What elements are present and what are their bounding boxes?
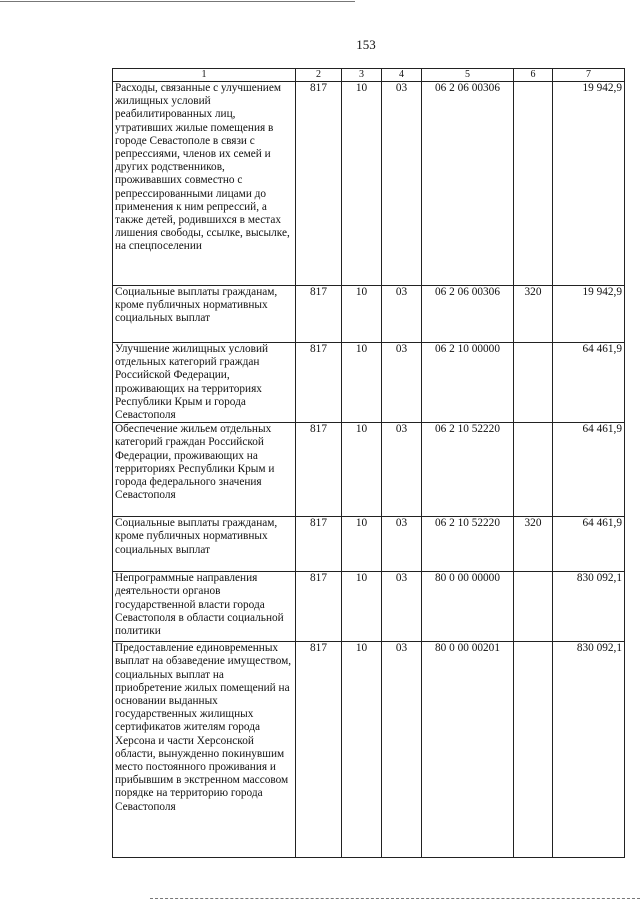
column-header-6: 6	[514, 69, 553, 82]
expense-name: Расходы, связанные с улучшением жилищных условий реабилитированных лиц, утративших жилые помещения в городе Севастополе в связи с репрессиями, членов их семей и других родственников, проживавших совместно с репрессированными лицами до применения к ним репрессий, а также детей, родившихся в местах лишения свободы, ссылке, высылке, на спецпоселении	[113, 82, 296, 286]
target-article-code: 06 2 10 52220	[422, 517, 514, 572]
section-code: 10	[342, 423, 382, 517]
ministry-code: 817	[296, 343, 342, 423]
table-row	[113, 642, 625, 858]
subsection-code: 03	[382, 642, 422, 858]
ministry-code: 817	[296, 517, 342, 572]
column-header-7: 7	[553, 69, 625, 82]
amount: 19 942,9	[553, 286, 625, 343]
subsection-code: 03	[382, 343, 422, 423]
amount: 830 092,1	[553, 572, 625, 642]
expense-type-code	[514, 343, 553, 423]
target-article-code: 80 0 00 00000	[422, 572, 514, 642]
section-code: 10	[342, 343, 382, 423]
page-number: 153	[356, 37, 376, 52]
expense-type-code	[514, 642, 553, 858]
amount: 19 942,9	[553, 82, 625, 286]
target-article-code: 80 0 00 00201	[422, 642, 514, 858]
subsection-code: 03	[382, 82, 422, 286]
expense-name: Социальные выплаты гражданам, кроме публичных нормативных социальных выплат	[113, 286, 296, 343]
expense-name: Предоставление единовременных выплат на обзаведение имуществом, социальных выплат на приобретение жилых помещений на основании выданных государственных жилищных сертификатов жителям города Херсона и части Херсонской области, вынужденно покинувшим место постоянного проживания и прибывшим в экстренном массовом порядке на территорию города Севастополя	[113, 642, 296, 858]
expense-name: Обеспечение жильем отдельных категорий граждан Российской Федерации, проживающих на территориях Республики Крым и города федерального значения Севастополя	[113, 423, 296, 517]
expense-name: Улучшение жилищных условий отдельных категорий граждан Российской Федерации, проживающих на территориях Республики Крым и города Севастополя	[113, 343, 296, 423]
header-row	[113, 69, 625, 82]
ministry-code: 817	[296, 423, 342, 517]
expense-type-code: 320	[514, 286, 553, 343]
table-row	[113, 82, 625, 286]
expense-name: Социальные выплаты гражданам, кроме публичных нормативных социальных выплат	[113, 517, 296, 572]
target-article-code: 06 2 06 00306	[422, 82, 514, 286]
expense-type-code	[514, 572, 553, 642]
subsection-code: 03	[382, 517, 422, 572]
table-row	[113, 286, 625, 343]
amount: 64 461,9	[553, 423, 625, 517]
column-header-3: 3	[342, 69, 382, 82]
target-article-code: 06 2 06 00306	[422, 286, 514, 343]
section-code: 10	[342, 572, 382, 642]
expense-name: Непрограммные направления деятельности органов государственной власти города Севастополя в области социальной политики	[113, 572, 296, 642]
ministry-code: 817	[296, 642, 342, 858]
target-article-code: 06 2 10 52220	[422, 423, 514, 517]
amount: 64 461,9	[553, 517, 625, 572]
ministry-code: 817	[296, 82, 342, 286]
ministry-code: 817	[296, 286, 342, 343]
subsection-code: 03	[382, 572, 422, 642]
section-code: 10	[342, 82, 382, 286]
subsection-code: 03	[382, 423, 422, 517]
amount: 830 092,1	[553, 642, 625, 858]
expense-type-code	[514, 423, 553, 517]
section-code: 10	[342, 286, 382, 343]
section-code: 10	[342, 642, 382, 858]
budget-table	[112, 68, 625, 858]
section-code: 10	[342, 517, 382, 572]
amount: 64 461,9	[553, 343, 625, 423]
column-header-5: 5	[422, 69, 514, 82]
column-header-4: 4	[382, 69, 422, 82]
ministry-code: 817	[296, 572, 342, 642]
top-rule	[0, 1, 355, 2]
column-header-1: 1	[113, 69, 296, 82]
target-article-code: 06 2 10 00000	[422, 343, 514, 423]
table-row	[113, 572, 625, 642]
table-row	[113, 517, 625, 572]
bottom-rule	[150, 898, 640, 899]
table-row	[113, 343, 625, 423]
table-row	[113, 423, 625, 517]
expense-type-code	[514, 82, 553, 286]
column-header-2: 2	[296, 69, 342, 82]
subsection-code: 03	[382, 286, 422, 343]
expense-type-code: 320	[514, 517, 553, 572]
